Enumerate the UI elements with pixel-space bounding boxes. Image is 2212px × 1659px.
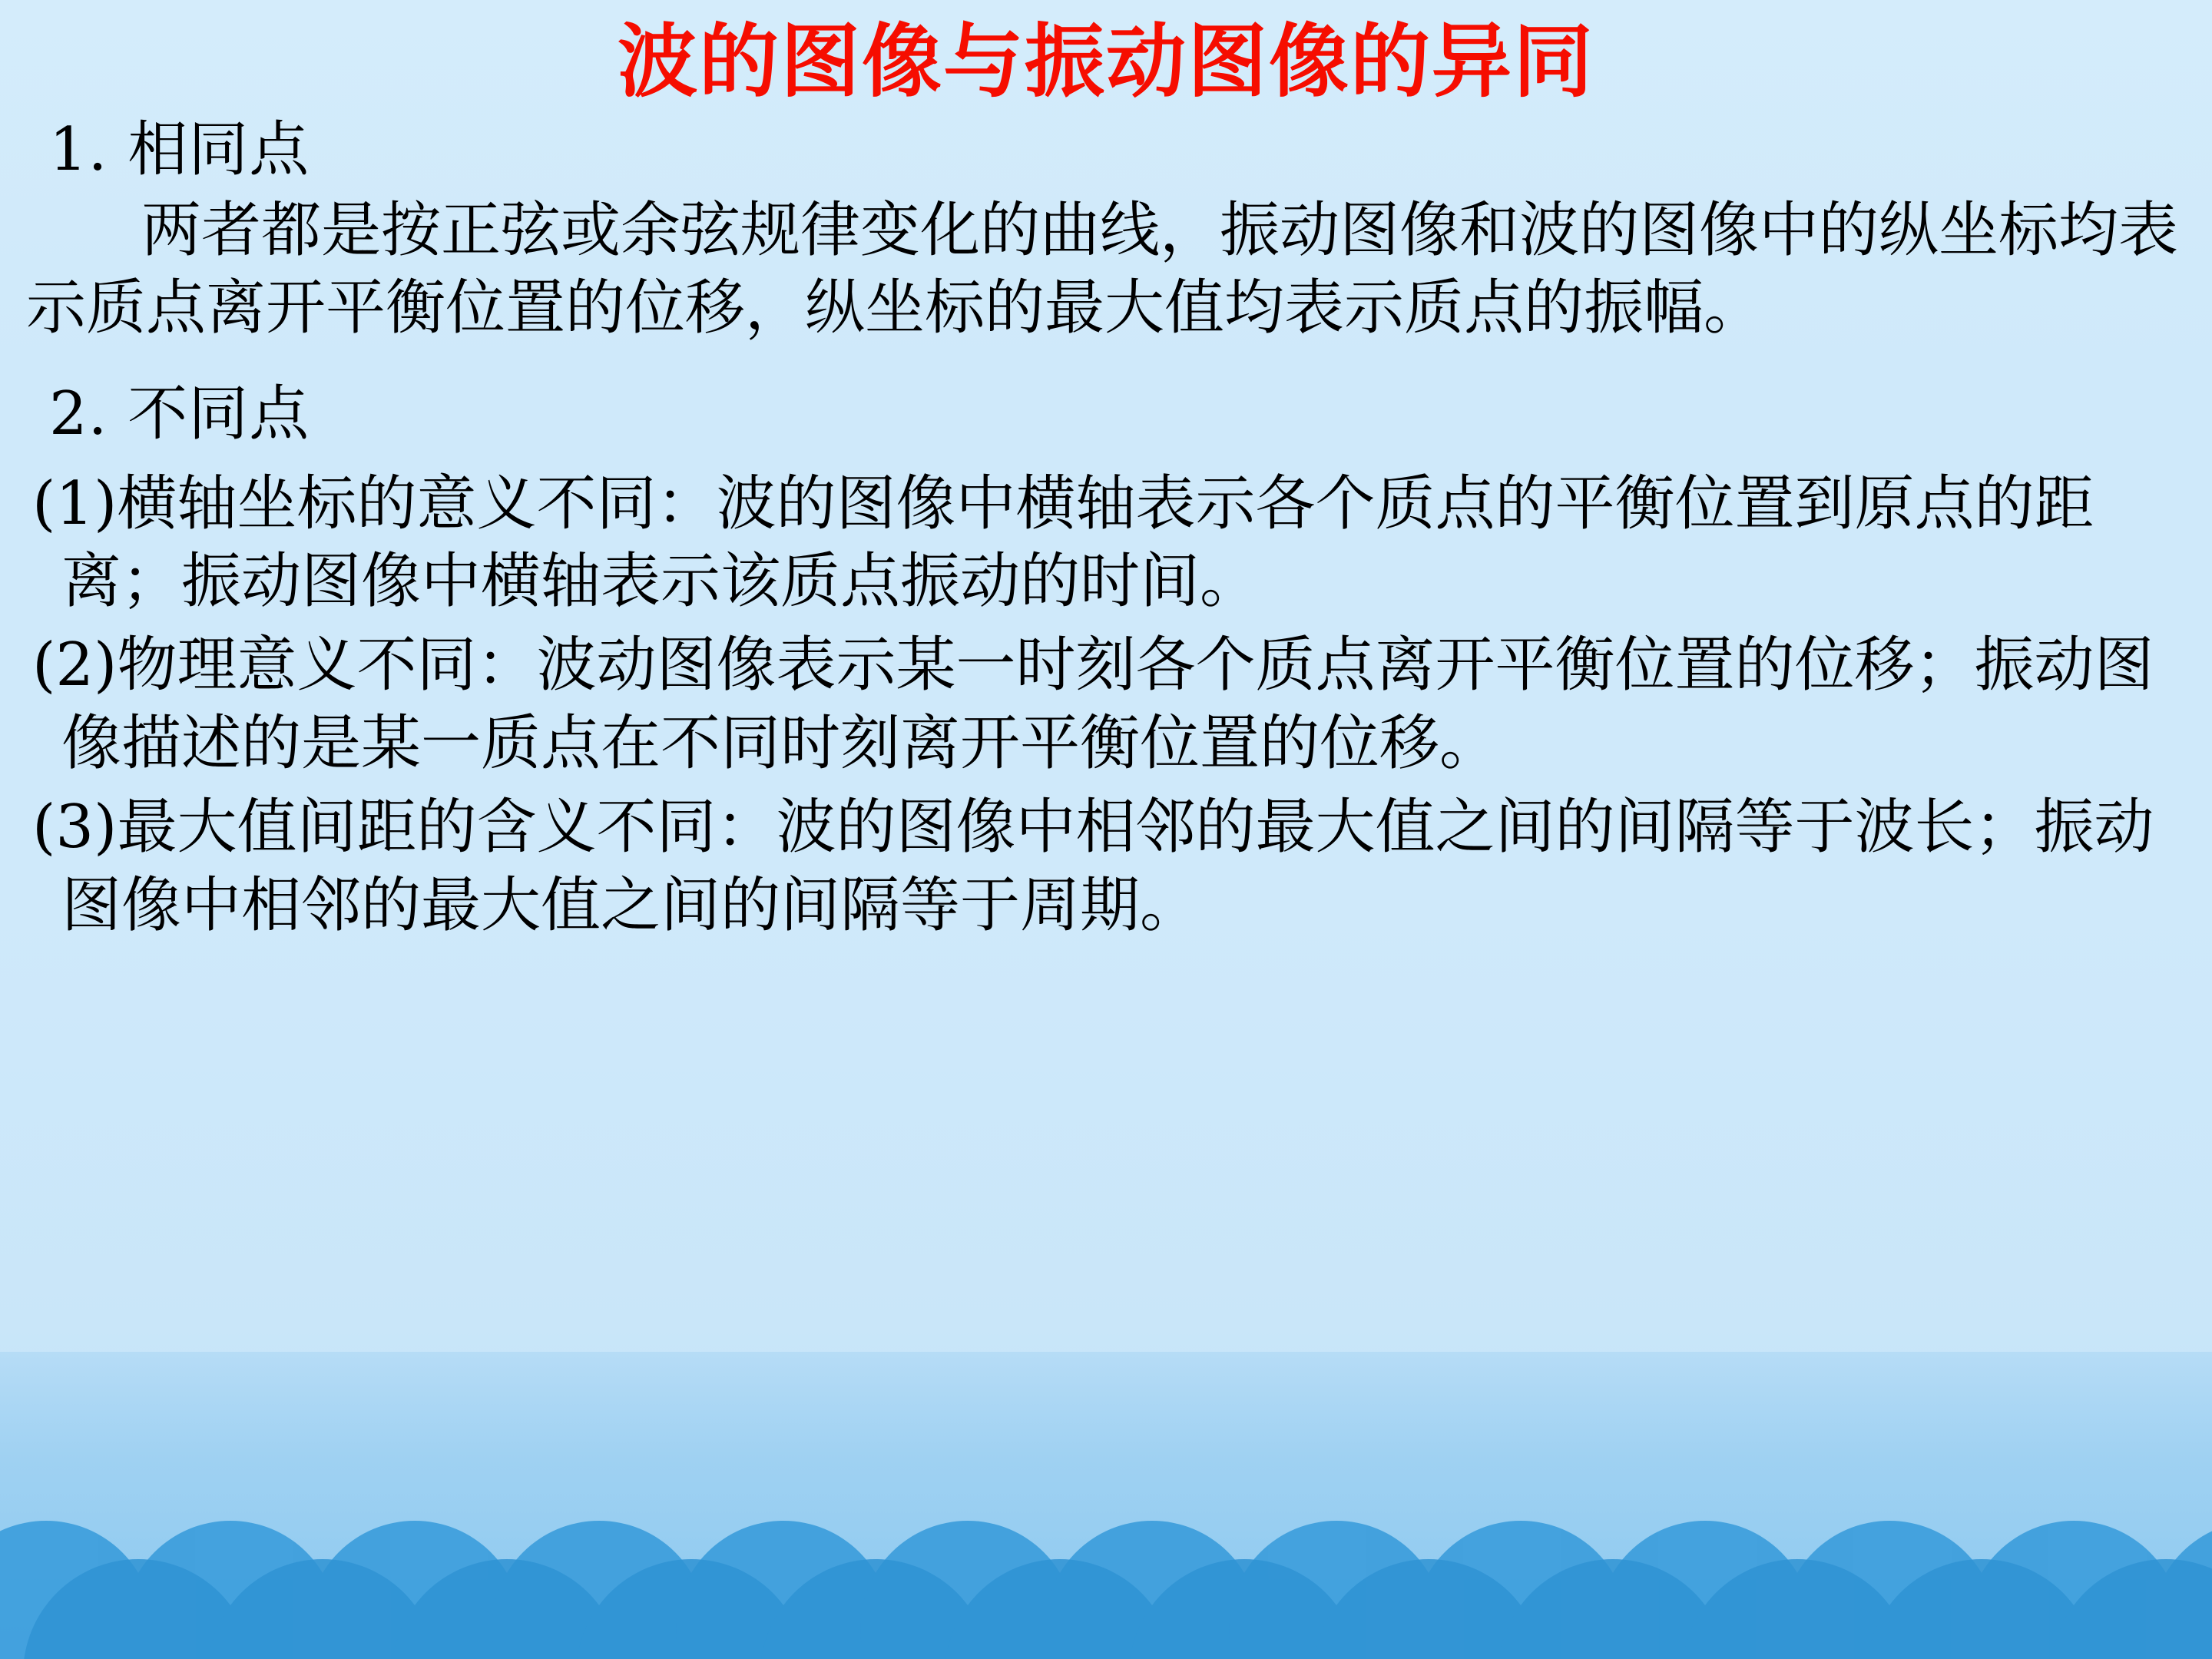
difference-item-1: (1)横轴坐标的意义不同：波的图像中横轴表示各个质点的平衡位置到原点的距离；振动图像中横轴表示该质点振动的时间。 [32,469,2094,616]
slide-content [0,14,2212,945]
spacer [26,347,2186,370]
section-heading-same-points: 1. 相同点 [49,115,310,185]
spacer [26,452,2186,459]
section-paragraph-same-points: 两者都是按正弦或余弦规律变化的曲线，振动图像和波的图像中的纵坐标均表示质点离开平衡位置的位移，纵坐标的最大值均表示质点的振幅。 [26,195,2179,343]
section-heading-different-points: 2. 不同点 [49,379,310,449]
slide-title: 波的图像与振动图像的异同 [617,14,1594,108]
difference-item-2: (2)物理意义不同：波动图像表示某一时刻各个质点离开平衡位置的位移；振动图像描述的是某一质点在不同时刻离开平衡位置的位移。 [32,631,2154,778]
difference-item-3: (3)最大值间距的含义不同：波的图像中相邻的最大值之间的间隔等于波长；振动图像中相邻的最大值之间的间隔等于周期。 [32,793,2154,940]
decorative-scallop-pattern [0,1482,2212,1659]
